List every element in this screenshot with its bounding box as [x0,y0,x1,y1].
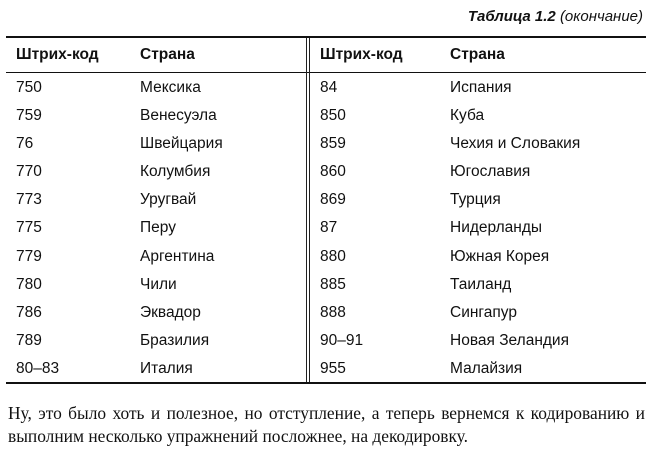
table-row [6,74,306,102]
table-row [6,327,306,355]
table-caption-title: Таблица 1.2 [467,8,556,25]
country-cell: Новая Зеландия [450,331,569,349]
header-rule [6,72,646,73]
table-row [310,186,646,214]
country-cell: Чехия и Словакия [450,135,581,153]
barcode-cell: 888 [320,303,346,321]
table-row [310,355,646,383]
table-row [310,102,646,130]
barcode-cell: 880 [320,247,346,265]
table-row [6,299,306,327]
country-cell: Нидерланды [450,219,543,237]
country-cell: Эквадор [140,303,201,321]
table-row [6,243,306,271]
country-cell: Югославия [450,163,531,181]
barcode-cell: 850 [320,107,346,125]
table-caption [468,8,643,25]
table-caption-suffix: (окончание) [559,8,643,25]
table-row [6,355,306,383]
country-cell: Таиланд [450,275,512,293]
barcode-cell: 76 [16,135,34,153]
country-cell: Италия [140,359,193,377]
barcode-cell: 750 [16,79,42,96]
country-cell: Аргентина [140,247,215,265]
country-cell: Бразилия [140,331,210,349]
barcode-cell: 869 [320,191,346,209]
barcode-cell: 87 [320,219,338,237]
country-cell: Колумбия [140,163,211,181]
table-row [310,299,646,327]
header-row-left [6,42,306,68]
country-cell: Перу [140,219,176,237]
barcode-cell: 80–83 [16,359,60,377]
barcode-cell: 90–91 [320,331,364,349]
country-cell: Турция [450,191,501,209]
country-cell: Сингапур [450,303,517,321]
barcode-cell: 773 [16,191,42,209]
country-cell: Испания [450,79,512,96]
barcode-cell: 859 [320,135,346,153]
country-cell: Куба [450,107,485,125]
barcode-cell: 789 [16,331,42,349]
barcode-cell: 84 [320,79,338,96]
table-row [310,271,646,299]
table-row [310,327,646,355]
table-row [6,102,306,130]
table-row [6,130,306,158]
barcode-cell: 885 [320,275,346,293]
barcode-country-table [6,36,646,384]
table-row [310,243,646,271]
country-cell: Венесуэла [140,107,217,125]
header-country: Страна [140,46,195,63]
country-cell: Южная Корея [450,247,550,265]
barcode-cell: 860 [320,163,346,181]
barcode-cell: 759 [16,107,42,125]
country-cell: Чили [140,275,177,293]
barcode-cell: 786 [16,303,42,321]
barcode-cell: 955 [320,359,346,377]
header-barcode: Штрих-код [16,46,99,63]
country-cell: Мексика [140,79,201,96]
table-row [6,214,306,242]
body-paragraph: Ну, это было хоть и полезное, но отступление, а теперь вернемся к кодированию и выполним несколько упражнений посложнее, на декодировку. [8,403,645,446]
header-barcode: Штрих-код [320,46,403,63]
table-row [6,271,306,299]
table-row [310,214,646,242]
country-cell: Швейцария [140,135,223,153]
header-country: Страна [450,46,505,63]
table-row [310,158,646,186]
left-rows [6,74,306,383]
country-cell: Уругвай [140,191,197,209]
barcode-cell: 775 [16,219,42,237]
barcode-cell: 779 [16,247,42,265]
table-row [6,186,306,214]
country-cell: Малайзия [450,359,523,377]
barcode-cell: 780 [16,275,42,293]
table-row [310,74,646,102]
table-row [6,158,306,186]
table-row [310,130,646,158]
header-row-right [310,42,646,68]
right-rows [310,74,646,383]
barcode-cell: 770 [16,163,42,181]
